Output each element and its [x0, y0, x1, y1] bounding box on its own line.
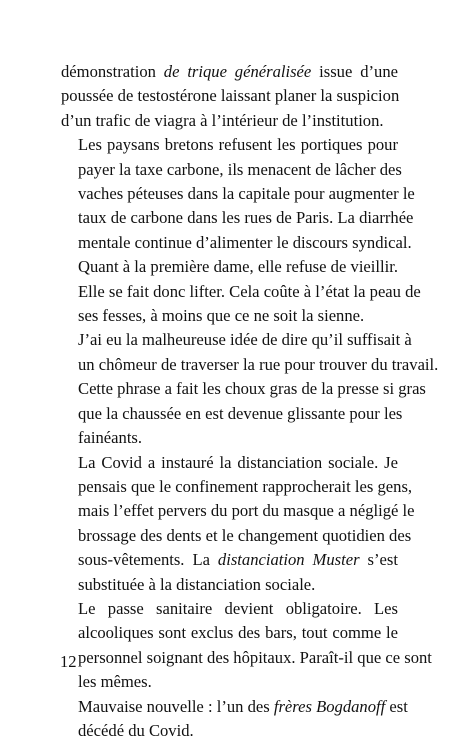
text-line: les mêmes.	[78, 672, 152, 692]
paragraph	[61, 597, 432, 695]
text-line: d’un trafic de viagra à l’intérieur de l’institution.	[61, 110, 384, 130]
text-line: poussée de testostérone laissant planer la suspicion	[61, 86, 400, 106]
text-line: fainéants.	[78, 428, 143, 448]
text-line: payer la taxe carbone, ils menacent de lâcher des	[78, 159, 402, 179]
italic-phrase: frères Bogdanoff	[273, 696, 386, 716]
paragraph	[61, 60, 398, 133]
text-line: démonstration de trique généralisée issue d’une	[61, 62, 398, 81]
paragraph	[61, 695, 408, 743]
text-line: ses fesses, à moins que ce ne soit la sienne.	[78, 306, 365, 326]
text-line: sous-vêtements. La distanciation Muster s’est	[78, 550, 398, 570]
paragraph	[61, 328, 439, 450]
text-line: Quant à la première dame, elle refuse de vieillir.	[78, 257, 398, 277]
text-line: Les paysans bretons refusent les portiques pour	[78, 135, 398, 155]
italic-phrase: distanciation Muster	[217, 550, 360, 570]
page-number: 12	[60, 652, 77, 671]
text-line: pensais que le confinement rapprocherait les gens,	[78, 476, 413, 496]
paragraph	[61, 451, 415, 597]
text-line: que la chaussée en est devenue glissante pour les	[78, 403, 403, 423]
paragraph	[61, 255, 421, 328]
text-line: alcooliques sont exclus des bars, tout comme le	[78, 623, 398, 643]
text-line: mentale continue d’alimenter le discours syndical.	[78, 232, 412, 252]
text-line: vaches péteuses dans la capitale pour augmenter le	[78, 184, 415, 204]
text-line: mais l’effet pervers du port du masque a négligé le	[78, 501, 415, 521]
text-line: personnel soignant des hôpitaux. Paraît-il que ce sont	[78, 647, 432, 667]
text-line: un chômeur de traverser la rue pour trouver du travail.	[78, 354, 439, 374]
paragraph	[61, 133, 415, 255]
text-line: La Covid a instauré la distanciation sociale. Je	[78, 452, 398, 472]
text-line: Elle se fait donc lifter. Cela coûte à l’état la peau de	[78, 281, 421, 301]
text-line: Cette phrase a fait les choux gras de la presse si gras	[78, 379, 426, 399]
text-line: taux de carbone dans les rues de Paris. La diarrhée	[78, 208, 414, 228]
italic-phrase: de trique généralisée	[163, 62, 312, 81]
text-line: substituée à la distanciation sociale.	[78, 574, 316, 594]
body-text	[61, 60, 439, 743]
text-line: brossage des dents et le changement quotidien des	[78, 525, 412, 545]
text-line: Mauvaise nouvelle : l’un des frères Bogdanoff est	[78, 696, 408, 716]
text-line: J’ai eu la malheureuse idée de dire qu’il suffisait à	[78, 330, 412, 350]
text-line: Le passe sanitaire devient obligatoire. Les	[78, 598, 398, 618]
text-line: décédé du Covid.	[78, 720, 194, 740]
